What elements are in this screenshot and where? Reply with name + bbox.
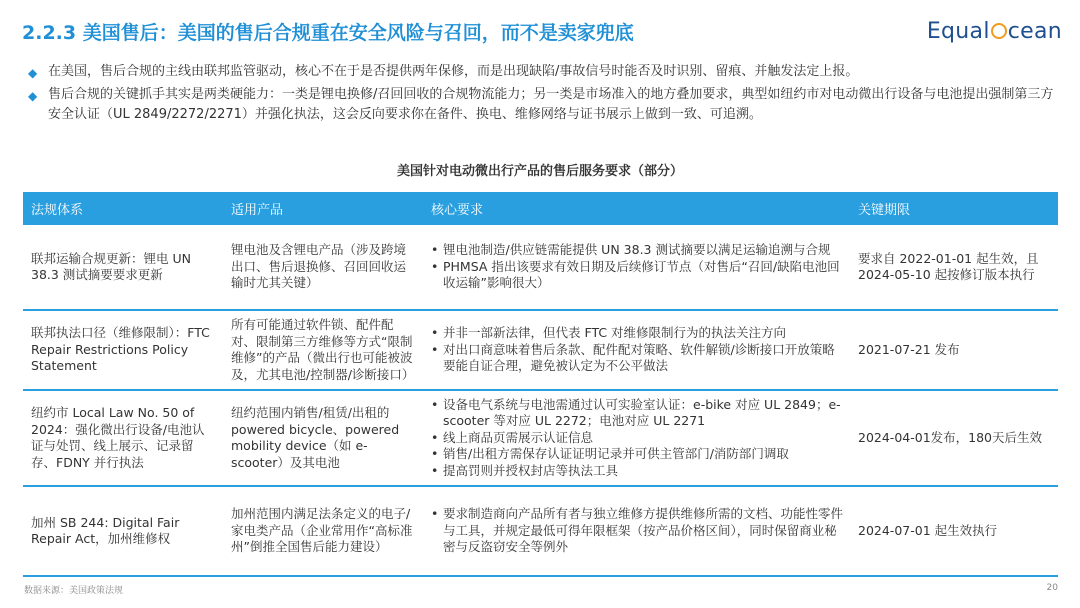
diamond-bullet-icon: ◆ <box>28 89 38 103</box>
cell-requirements <box>423 225 850 309</box>
requirement-item: • 设备电气系统与电池需通过认可实验室认证：e-bike 对应 UL 2849；e-scooter 等对应 UL 2272；电池对应 UL 2271 <box>431 397 844 430</box>
data-source-note: 数据来源：美国政策法规 <box>24 586 124 596</box>
cell-requirements <box>423 311 850 389</box>
logo-text-right: cean <box>1007 19 1062 44</box>
cell-regime: 联邦运输合规更新：锂电 UN 38.3 测试摘要要求更新 <box>31 250 191 282</box>
table-title: 美国针对电动微出行产品的售后服务要求（部分） <box>396 164 683 179</box>
cell-regime: 加州 SB 244: Digital Fair Repair Act，加州维修权 <box>31 514 180 546</box>
table-header-row <box>23 192 1058 225</box>
cell-regime: 纽约市 Local Law No. 50 of 2024：强化微出行设备/电池认证与处罚、线上展示、记录留存、FDNY 并行执法 <box>31 405 205 470</box>
cell-deadline: 2021-07-21 发布 <box>858 341 960 357</box>
cell-deadline: 2024-07-01 起生效执行 <box>858 522 998 538</box>
table-row <box>23 487 1058 577</box>
equalocean-logo <box>927 19 1062 44</box>
slide-header <box>22 14 1062 50</box>
requirement-item: • 销售/出租方需保存认证证明记录并可供主管部门/消防部门调取 <box>431 446 844 463</box>
cell-products: 加州范围内满足法条定义的电子/家电类产品（企业常用作“高标准州”倒推全国售后能力建设） <box>231 506 413 555</box>
logo-o-icon <box>991 23 1007 39</box>
table-row <box>23 225 1058 311</box>
bullet-text: 售后合规的关键抓手其实是两类硬能力：一类是锂电换修/召回回收的合规物流能力；另一类是市场准入的地方叠加要求，典型如纽约市对电动微出行设备与电池提出强制第三方安全认证（UL 2849/2272/2271）并强化执法，这会反向要求你在备件、换电、维修网络与证书展示上做到一致、可追溯。 <box>48 87 1054 122</box>
column-header-regime: 法规体系 <box>31 203 84 218</box>
intro-bullet <box>28 62 1058 82</box>
intro-bullets <box>28 62 1058 128</box>
cell-regime: 联邦执法口径（维修限制）：FTC Repair Restrictions Policy Statement <box>31 325 210 374</box>
requirement-item: • 要求制造商向产品所有者与独立维修方提供维修所需的文档、功能性零件与工具，并规定最低可得年限框架（按产品价格区间），同时保留商业秘密与反盗窃安全等例外 <box>431 506 844 556</box>
bullet-text: 在美国，售后合规的主线由联邦监管驱动，核心不在于是否提供两年保修，而是出现缺陷/事故信号时能否及时识别、留痕、并触发法定上报。 <box>48 64 859 79</box>
slide-title: 2.2.3 美国售后：美国的售后合规重在安全风险与召回，而不是卖家兜底 <box>22 22 634 44</box>
cell-products: 纽约范围内销售/租赁/出租的 powered bicycle、powered mobility device（如 e-scooter）及其电池 <box>231 405 400 470</box>
table-row <box>23 311 1058 391</box>
requirement-item: • 线上商品页需展示认证信息 <box>431 430 844 447</box>
intro-bullet <box>28 85 1058 125</box>
cell-products: 锂电池及含锂电产品（涉及跨境出口、售后退换修、召回回收运输时尤其关键） <box>231 242 407 291</box>
regulation-table <box>23 192 1058 577</box>
table-row <box>23 391 1058 487</box>
requirement-item: • 并非一部新法律，但代表 FTC 对维修限制行为的执法关注方向 <box>431 325 844 342</box>
cell-deadline: 要求自 2022-01-01 起生效，且 2024-05-10 起按修订版本执行 <box>858 250 1039 282</box>
requirement-item: • 提高罚则并授权封店等执法工具 <box>431 463 844 480</box>
column-header-deadline: 关键期限 <box>858 203 911 218</box>
cell-requirements <box>423 487 850 575</box>
requirement-item: • PHMSA 指出该要求有效日期及后续修订节点（对售后“召回/缺陷电池回收运输”影响很大） <box>431 259 844 292</box>
diamond-bullet-icon: ◆ <box>28 66 38 80</box>
page-number: 20 <box>1046 583 1058 593</box>
requirement-item: • 锂电池制造/供应链需能提供 UN 38.3 测试摘要以满足运输追溯与合规 <box>431 242 844 259</box>
cell-products: 所有可能通过软件锁、配件配对、限制第三方维修等方式“限制维修”的产品（微出行也可能被波及，尤其电池/控制器/诊断接口） <box>231 317 415 382</box>
cell-deadline: 2024-04-01发布，180天后生效 <box>858 429 1043 445</box>
requirement-item: • 对出口商意味着售后条款、配件配对策略、软件解锁/诊断接口开放策略要能自证合理，避免被认定为不公平做法 <box>431 342 844 375</box>
cell-requirements <box>423 391 850 485</box>
column-header-requirements: 核心要求 <box>431 203 484 218</box>
logo-text-left: Equal <box>926 19 990 44</box>
column-header-products: 适用产品 <box>231 203 284 218</box>
